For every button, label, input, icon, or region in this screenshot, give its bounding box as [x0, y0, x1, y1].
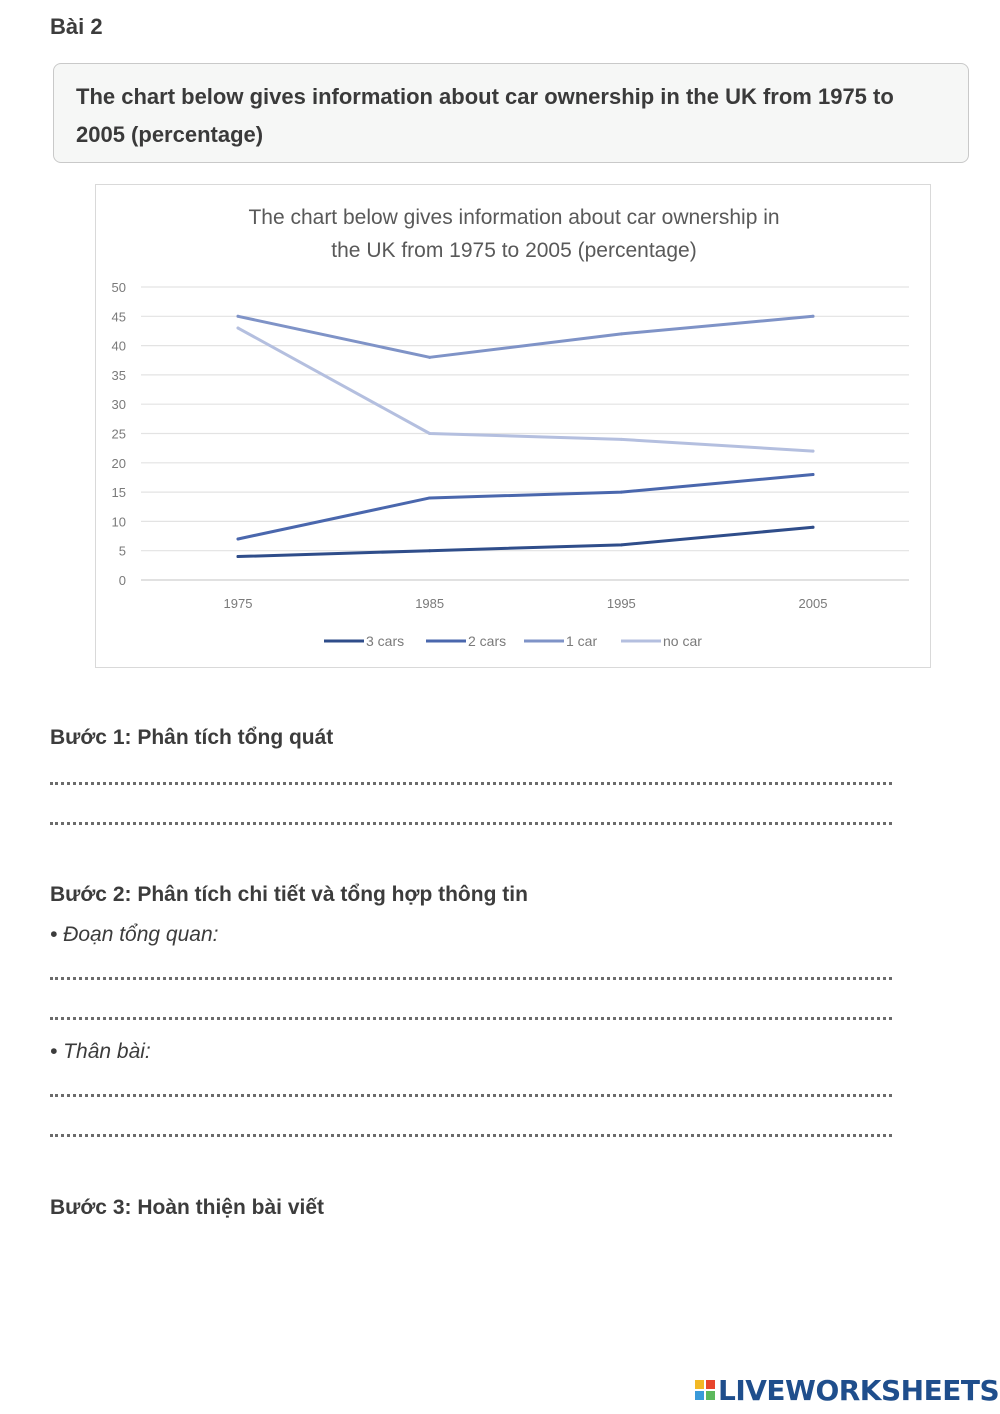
legend-label: no car	[663, 633, 702, 649]
overview-label: • Đoạn tổng quan:	[50, 923, 219, 946]
y-tick-label: 0	[118, 573, 126, 588]
step-3-heading: Bước 3: Hoàn thiện bài viết	[50, 1196, 325, 1219]
brand-name: LIVEWORKSHEETS	[718, 1373, 1000, 1407]
x-tick-label: 1985	[415, 596, 445, 611]
y-tick-label: 30	[111, 397, 126, 413]
data-point	[812, 315, 815, 318]
data-point	[620, 543, 623, 546]
step-1-heading: Bước 1: Phân tích tổng quát	[50, 726, 334, 749]
y-tick-label: 20	[111, 455, 126, 471]
liveworksheets-icon	[694, 1379, 716, 1401]
answer-line-6[interactable]	[50, 1134, 892, 1137]
legend-label: 3 cars	[366, 633, 405, 649]
data-point	[812, 473, 815, 476]
y-tick-label: 45	[111, 309, 126, 325]
chart-plot	[96, 185, 930, 667]
liveworksheets-logo	[694, 1373, 999, 1407]
data-point	[620, 438, 623, 441]
data-point	[620, 332, 623, 335]
data-point	[428, 496, 431, 499]
y-tick-label: 40	[111, 338, 126, 354]
data-point	[428, 549, 431, 552]
answer-line-5[interactable]	[50, 1094, 892, 1097]
series-line-1-car	[238, 316, 813, 357]
body-label: • Thân bài:	[50, 1040, 151, 1063]
data-point	[620, 491, 623, 494]
task-prompt-box	[53, 63, 969, 163]
answer-line-1[interactable]	[50, 782, 892, 785]
x-tick-label: 1975	[223, 596, 253, 611]
y-axis-tick-labels	[112, 280, 126, 588]
y-tick-label: 50	[111, 280, 126, 295]
chart-title-line-2: the UK from 1975 to 2005 (percentage)	[331, 239, 697, 262]
chart-legend	[324, 633, 702, 649]
task-prompt-text: The chart below gives information about car ownership in the UK from 1975 to 2005 (percentage)	[76, 84, 894, 147]
line-chart	[95, 184, 931, 668]
series-line-2-cars	[238, 475, 813, 539]
chart-title-line-1: The chart below gives information about car ownership in	[248, 206, 780, 229]
y-tick-label: 25	[111, 426, 126, 442]
answer-line-3[interactable]	[50, 977, 892, 980]
exercise-title: Bài 2	[50, 14, 103, 39]
legend-label: 2 cars	[468, 633, 507, 649]
step-2-heading: Bước 2: Phân tích chi tiết và tổng hợp thông tin	[50, 883, 528, 906]
data-point	[428, 356, 431, 359]
series-line-3-cars	[238, 527, 813, 556]
x-tick-label: 1995	[606, 596, 636, 611]
data-point	[237, 327, 240, 330]
answer-line-2[interactable]	[50, 822, 892, 825]
answer-line-4[interactable]	[50, 1017, 892, 1020]
x-tick-label: 2005	[798, 596, 828, 611]
data-point	[237, 315, 240, 318]
data-point	[237, 555, 240, 558]
data-point	[237, 537, 240, 540]
y-tick-label: 10	[111, 514, 126, 530]
y-tick-label: 15	[111, 485, 126, 501]
y-tick-label: 5	[118, 543, 126, 559]
data-point	[428, 432, 431, 435]
x-axis-tick-labels	[224, 596, 828, 611]
legend-label: 1 car	[566, 633, 598, 649]
data-point	[812, 526, 815, 529]
data-point	[812, 450, 815, 453]
y-tick-label: 35	[111, 367, 126, 383]
